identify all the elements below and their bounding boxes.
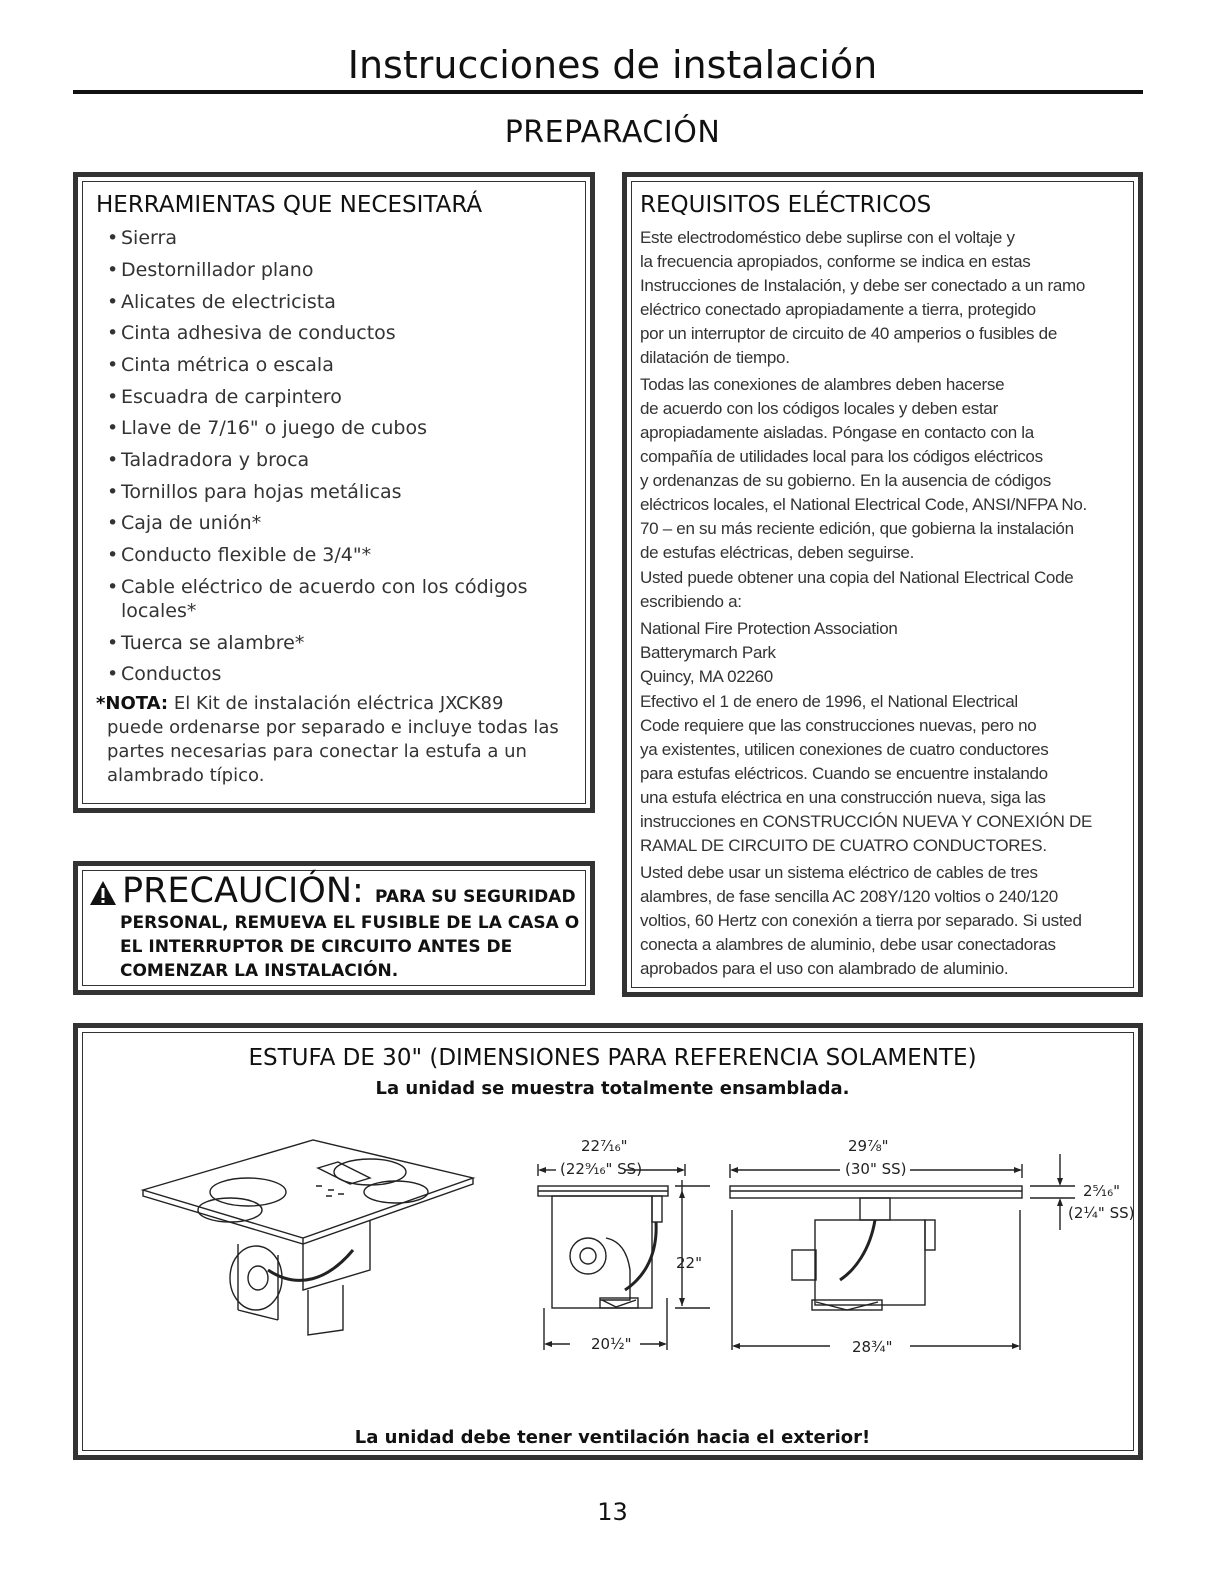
bullet-icon: • (107, 663, 119, 685)
title-divider (73, 90, 1143, 94)
bullet-icon: • (107, 512, 119, 534)
bullet-icon: • (107, 481, 119, 503)
front-bottom-label: 28¾" (852, 1338, 893, 1356)
bullet-icon: • (107, 576, 119, 598)
caution-title: PRECAUCIÓN: (122, 871, 364, 911)
bullet-icon: • (107, 632, 119, 654)
caution-subtitle: PARA SU SEGURIDAD (374, 887, 576, 907)
tools-list-item-label: Destornillador plano (121, 259, 314, 281)
tools-list-item-label: Cinta métrica o escala (121, 354, 334, 376)
electrical-paragraph: Todas las conexiones de alambres deben hacerse de acuerdo con los códigos locales y deben estar apropiadamente aisladas. Póngase en contacto con la compañía de utilidades local para los códigos eléctricos y ordenanzas de su gobierno. En la ausencia de códigos eléctricos locales, el National Electrical Code, ANSI/NFPA No. 70 – en su más reciente edición, que gobierna la instalación de estufas eléctricas, deben seguirse. (640, 375, 1087, 562)
tools-note-line2: puede ordenarse por separado e incluye todas las (107, 717, 559, 738)
tools-heading: HERRAMIENTAS QUE NECESITARÁ (96, 192, 483, 218)
electrical-paragraph: Usted puede obtener una copia del National Electrical Code escribiendo a: (640, 568, 1074, 611)
bullet-icon: • (107, 386, 119, 408)
tools-list-item-label: Tuerca se alambre* (121, 632, 305, 654)
tools-note-label: *NOTA: (96, 693, 169, 714)
tools-list-item-label: Taladradora y broca (121, 449, 310, 471)
front-thickness-ss-label: (2¼" SS) (1068, 1204, 1135, 1222)
tools-list-item-label: Escuadra de carpintero (121, 386, 342, 408)
bullet-icon: • (107, 291, 119, 313)
side-width-ss-label: (22⁹⁄₁₆" SS) (560, 1160, 643, 1178)
bullet-icon: • (107, 417, 119, 439)
tools-list-item-label: Llave de 7/16" o juego de cubos (121, 417, 427, 439)
side-height-label: 22" (676, 1254, 702, 1272)
dimensions-footer: La unidad debe tener ventilación hacia el exterior! (354, 1427, 871, 1448)
page-title: Instrucciones de instalación (347, 43, 878, 87)
tools-note-line4: alambrado típico. (107, 765, 265, 786)
tools-list-item-label: Alicates de electricista (121, 291, 336, 313)
side-width-label: 22⁷⁄₁₆" (581, 1137, 628, 1155)
section-title: PREPARACIÓN (504, 115, 721, 150)
tools-note (96, 692, 581, 788)
page-number: 13 (597, 1498, 628, 1526)
tools-note-line1: El Kit de instalación eléctrica JXCK89 (168, 693, 504, 714)
dimensions-heading: ESTUFA DE 30" (DIMENSIONES PARA REFERENCIA SOLAMENTE) (248, 1045, 977, 1071)
electrical-paragraph: Usted debe usar un sistema eléctrico de cables de tres alambres, de fase sencilla AC 208Y/120 voltios o 240/120 voltios, 60 Hertz con conexión a tierra por separado. Si usted conecta a alambres de aluminio, debe usar conectadoras aprobados para el uso con alambrado de aluminio. (640, 863, 1082, 978)
tools-list-item-label: Sierra (121, 227, 177, 249)
electrical-paragraph: Efectivo el 1 de enero de 1996, el National Electrical Code requiere que las construcciones nuevas, pero no ya existentes, utilicen conexiones de cuatro conductores para estufas eléctricos. Cuando se encuentre instalando una estufa eléctrica en una construcción nueva, siga las instrucciones en CONSTRUCCIÓN NUEVA Y CONEXIÓN DE RAMAL DE CIRCUITO DE CUATRO CONDUCTORES. (640, 692, 1092, 855)
side-bottom-label: 20½" (591, 1335, 632, 1353)
bullet-icon: • (107, 354, 119, 376)
front-width-label: 29⁷⁄₈" (848, 1137, 889, 1155)
caution-text-line1: PERSONAL, REMUEVA EL FUSIBLE DE LA CASA O (120, 913, 580, 933)
caution-text-line3: COMENZAR LA INSTALACIÓN. (120, 961, 399, 981)
dimensions-subheading: La unidad se muestra totalmente ensamblada. (375, 1078, 850, 1099)
front-width-ss-label: (30" SS) (845, 1160, 907, 1178)
tools-list-item-label: Cable eléctrico de acuerdo con los códigos locales* (121, 576, 528, 622)
electrical-address: National Fire Protection Association Batterymarch Park Quincy, MA 02260 (640, 619, 898, 686)
bullet-icon: • (107, 259, 119, 281)
cooktop-isometric-illustration (138, 1130, 483, 1340)
caution-text-line2: EL INTERRUPTOR DE CIRCUITO ANTES DE (120, 937, 513, 957)
bullet-icon: • (107, 322, 119, 344)
tools-list-item-label: Caja de unión* (121, 512, 262, 534)
bullet-icon: • (107, 227, 119, 249)
bullet-icon: • (107, 449, 119, 471)
front-thickness-label: 2⁵⁄₁₆" (1083, 1182, 1120, 1200)
front-view-diagram (720, 1150, 1120, 1375)
tools-list-item-label: Cinta adhesiva de conductos (121, 322, 396, 344)
bullet-icon: • (107, 544, 119, 566)
tools-note-line3: partes necesarias para conectar la estufa a un (107, 741, 527, 762)
tools-list-item-label: Conductos (121, 663, 222, 685)
tools-list-item-label: Tornillos para hojas metálicas (121, 481, 402, 503)
electrical-paragraph: Este electrodoméstico debe suplirse con el voltaje y la frecuencia apropiados, conforme se indica en estas Instrucciones de Instalación, y debe ser conectado a un ramo eléctrico conectado apropiadamente a tierra, protegido por un interruptor de circuito de 40 amperios o fusibles de dilatación de tiempo. (640, 228, 1086, 367)
tools-list-item-label: Conducto flexible de 3/4"* (121, 544, 372, 566)
electrical-heading: REQUISITOS ELÉCTRICOS (640, 192, 932, 218)
warning-icon (89, 880, 117, 906)
caution-text (120, 911, 590, 983)
